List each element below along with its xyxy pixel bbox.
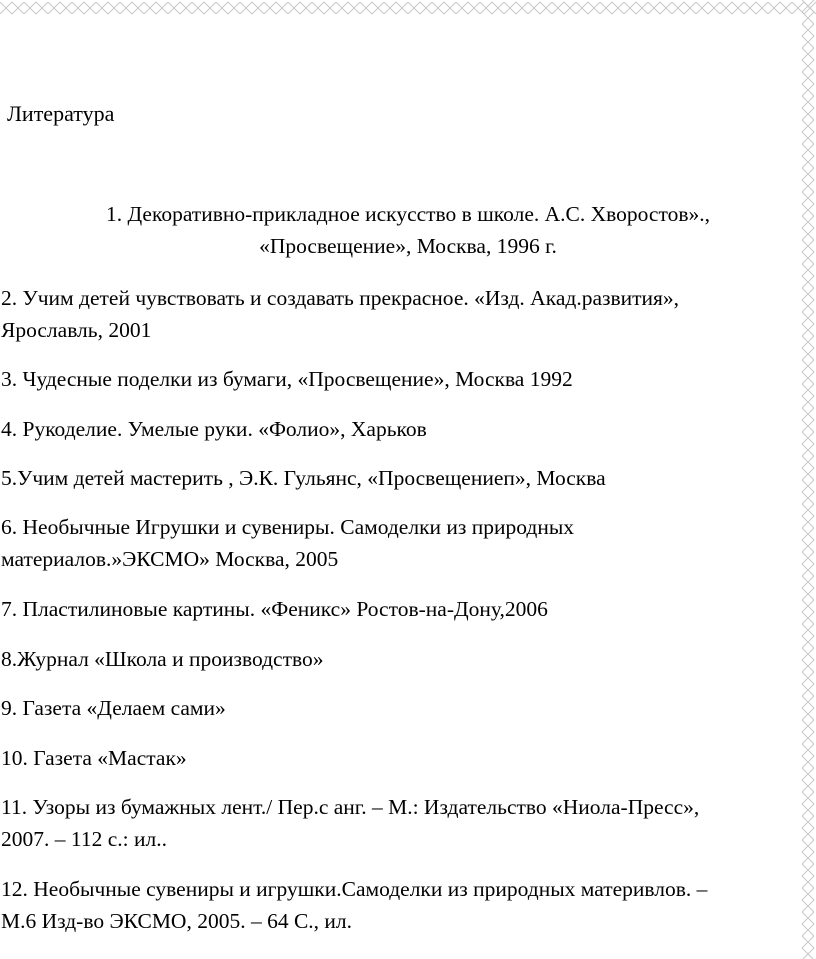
page-title: Литература bbox=[7, 101, 115, 126]
reference-line: материалов.»ЭКСМО» Москва, 2005 bbox=[1, 547, 339, 571]
reference-line: 1. Декоративно-прикладное искусство в школе. А.С. Хворостов»., bbox=[106, 202, 710, 226]
reference-item-2 bbox=[1, 282, 679, 346]
reference-item-9 bbox=[1, 692, 226, 724]
reference-line: 9. Газета «Делаем сами» bbox=[1, 696, 226, 720]
reference-line: Ярославль, 2001 bbox=[1, 318, 152, 342]
reference-item-1 bbox=[0, 198, 816, 262]
reference-line: 7. Пластилиновые картины. «Феникс» Ростов-на-Дону,2006 bbox=[1, 597, 548, 621]
reference-line: «Просвещение», Москва, 1996 г. bbox=[259, 234, 557, 258]
reference-item-4 bbox=[1, 413, 427, 445]
reference-item-6 bbox=[1, 511, 574, 575]
reference-item-7 bbox=[1, 593, 548, 625]
reference-item-11 bbox=[1, 791, 699, 855]
reference-line: 3. Чудесные поделки из бумаги, «Просвещение», Москва 1992 bbox=[1, 367, 573, 391]
reference-line: М.6 Изд-во ЭКСМО, 2005. – 64 С., ил. bbox=[1, 909, 353, 933]
reference-line: 8.Журнал «Школа и производство» bbox=[1, 647, 324, 671]
reference-line: 10. Газета «Мастак» bbox=[1, 746, 187, 770]
reference-item-3 bbox=[1, 363, 573, 395]
reference-line: 11. Узоры из бумажных лент./ Пер.с анг. – М.: Издательство «Ниола-Пресс», bbox=[1, 795, 700, 819]
reference-item-5 bbox=[1, 462, 606, 494]
reference-line: 2. Учим детей чувствовать и создавать прекрасное. «Изд. Акад.развития», bbox=[1, 286, 680, 310]
reference-line: 4. Рукоделие. Умелые руки. «Фолио», Харьков bbox=[1, 417, 427, 441]
reference-item-12 bbox=[1, 873, 707, 937]
reference-line: 12. Необычные сувениры и игрушки.Самоделки из природных материвлов. – bbox=[1, 877, 708, 901]
reference-line: 6. Необычные Игрушки и сувениры. Самоделки из природных bbox=[1, 515, 575, 539]
reference-line: 2007. – 112 с.: ил.. bbox=[1, 827, 167, 851]
reference-item-10 bbox=[1, 742, 187, 774]
reference-item-8 bbox=[1, 643, 324, 675]
reference-line: 5.Учим детей мастерить , Э.К. Гульянс, «Просвещениеп», Москва bbox=[1, 466, 606, 490]
